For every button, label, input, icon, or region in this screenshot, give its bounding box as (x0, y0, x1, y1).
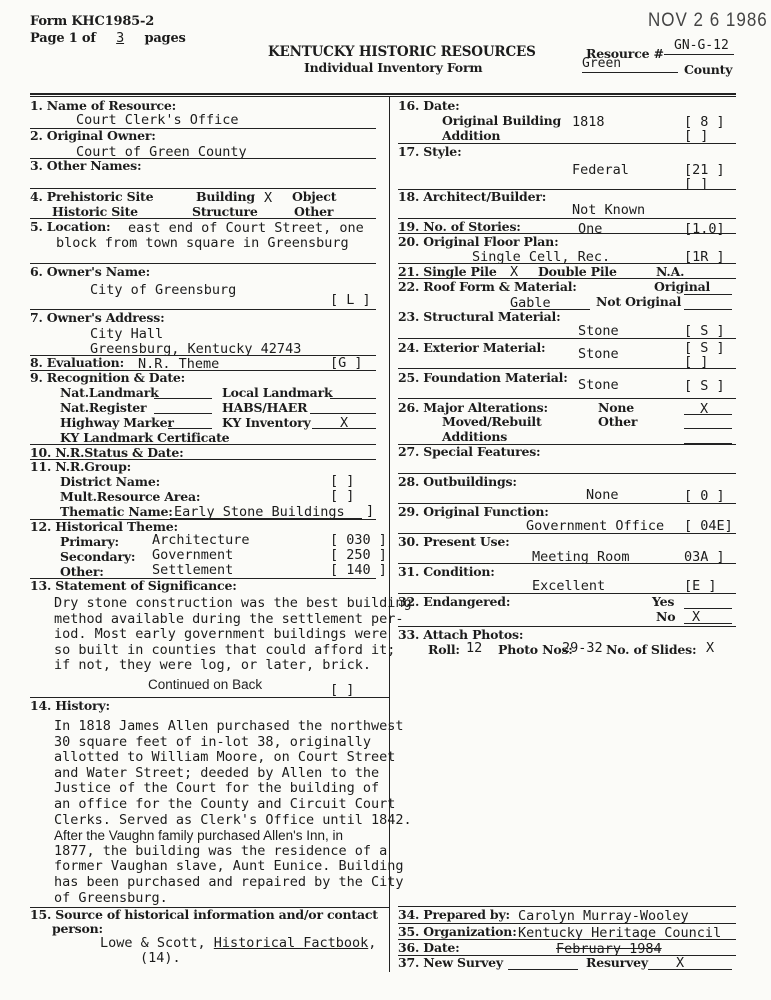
field-23-code: [ S ] (684, 323, 725, 339)
field-12-secondary-code: [ 250 ] (330, 547, 387, 563)
field-6-code: [ L ] (330, 292, 371, 308)
field-9-ky-inventory: KY Inventory (222, 415, 311, 430)
field-4-label-2: Historic Site (52, 204, 138, 219)
field-12-primary: Primary: (60, 534, 119, 549)
field-11-mult-bracket: [ ] (330, 488, 355, 504)
field-33-photo-value: 29-32 (562, 640, 603, 656)
field-33-roll-value: 12 (466, 640, 483, 656)
field-34-label: 34. Prepared by: (398, 907, 510, 922)
field-9-highway: Highway Marker (60, 415, 174, 430)
field-13-bracket: [ ] (330, 682, 355, 698)
resource-number: GN-G-12 (674, 38, 729, 53)
field-37-resurvey: Resurvey (586, 955, 648, 970)
field-2-value: Court of Green County (76, 144, 247, 160)
field-4-object: Object (292, 189, 337, 204)
field-12-primary-value: Architecture (152, 532, 250, 548)
field-9-local-landmark: Local Landmark (222, 385, 333, 400)
field-10-label: 10. N.R.Status & Date: (30, 445, 184, 460)
field-9-nat-landmark: Nat.Landmark (60, 385, 159, 400)
field-5-label: 5. Location: (30, 219, 111, 234)
field-24-value: Stone (578, 346, 619, 362)
field-29-label: 29. Original Function: (398, 504, 549, 519)
field-12-other: Other: (60, 564, 104, 579)
field-13-label: 13. Statement of Significance: (30, 578, 237, 593)
field-7-label: 7. Owner's Address: (30, 310, 165, 325)
field-30-label: 30. Present Use: (398, 534, 510, 549)
field-22-label: 22. Roof Form & Material: (398, 279, 577, 294)
field-27-label: 27. Special Features: (398, 444, 541, 459)
field-26-none: None (598, 400, 635, 415)
field-13-continued: Continued on Back (148, 677, 263, 692)
field-13-text: Dry stone construction was the best building method available during the settlement per- iod. Most early government buildings were so built in counties that could afford it; if not, they were log, or later, brick. (54, 595, 412, 673)
field-21-mark: X (510, 264, 519, 280)
field-11-thematic-value: Early Stone Buildings (174, 504, 345, 520)
field-25-value: Stone (578, 377, 619, 393)
received-date-stamp: NOV 2 6 1986 (648, 8, 768, 31)
field-17-value: Federal (572, 162, 629, 178)
field-8-value: N.R. Theme (138, 356, 220, 372)
field-9-habs: HABS/HAER (222, 400, 308, 415)
field-11-district-bracket: [ ] (330, 473, 355, 489)
field-30-value: Meeting Room (532, 549, 630, 565)
field-15-label: 15. Source of historical information and/or contact (30, 907, 378, 922)
field-14-text: In 1818 James Allen purchased the northwest 30 square feet of in-lot 38, originally allotted to William Moore, on Court Street and Water Street; deeded by Allen to the Justice of the Court for the building of an office for the County and Circuit Court Clerks. Served as Clerk's Office until 1842. After the Vaughn family purchased Allen's Inn, in 1877, the building was the residence of a former Vaughan slave, Aunt Eunice. Building has been purchased and repaired by the City of Greensburg. (54, 718, 412, 906)
field-16-addition-bracket: [ ] (684, 128, 709, 144)
field-6-value: City of Greensburg (90, 282, 237, 298)
resource-number-label: Resource # (586, 46, 664, 61)
field-34-value: Carolyn Murray-Wooley (518, 908, 689, 924)
field-26-moved: Moved/Rebuilt (442, 414, 542, 429)
field-20-label: 20. Original Floor Plan: (398, 234, 559, 249)
field-12-other-code: [ 140 ] (330, 562, 387, 578)
field-6-label: 6. Owner's Name: (30, 264, 151, 279)
field-21-double: Double Pile (538, 264, 617, 279)
field-8-code: [G ] (330, 355, 363, 371)
field-21-na: N.A. (656, 264, 685, 279)
form-title: KENTUCKY HISTORIC RESOURCES (268, 44, 536, 60)
field-33-photo: Photo Nos: (498, 642, 573, 657)
field-17-bracket-2: [ ] (684, 176, 709, 192)
field-16-orig-code: [ 8 ] (684, 114, 725, 130)
field-4-mark: X (264, 190, 273, 206)
field-7-line-2: Greensburg, Kentucky 42743 (90, 341, 302, 357)
field-18-value: Not Known (572, 202, 646, 218)
field-33-slides: No. of Slides: (606, 642, 697, 657)
field-26-other: Other (598, 414, 638, 429)
field-11-district: District Name: (60, 474, 160, 489)
field-9-ky-mark: X (340, 415, 349, 431)
page-count: Page 1 of 3 pages (30, 30, 186, 46)
field-4-other: Other (294, 204, 334, 219)
field-11-label: 11. N.R.Group: (30, 459, 132, 474)
field-14-label: 14. History: (30, 698, 110, 713)
field-36-value: February 1984 (556, 941, 662, 957)
field-16-orig: Original Building (442, 113, 562, 128)
field-16-label: 16. Date: (398, 98, 460, 113)
field-24-code: [ S ] (684, 340, 725, 356)
field-33-slides-value: X (706, 640, 715, 656)
field-20-value: Single Cell, Rec. (472, 249, 611, 265)
field-11-mult: Mult.Resource Area: (60, 489, 201, 504)
field-9-label: 9. Recognition & Date: (30, 370, 186, 385)
field-9-ky-landmark: KY Landmark Certificate (60, 430, 230, 445)
field-31-value: Excellent (532, 578, 606, 594)
field-15-value-3: (14). (140, 950, 181, 966)
field-4-label-1: 4. Prehistoric Site (30, 189, 154, 204)
field-35-label: 35. Organization: (398, 924, 517, 939)
field-1-label: 1. Name of Resource: (30, 98, 177, 113)
field-3-label: 3. Other Names: (30, 158, 142, 173)
field-32-label: 32. Endangered: (398, 594, 511, 609)
county-label: County (684, 62, 733, 77)
field-11-thematic: Thematic Name: (60, 504, 173, 519)
field-33-roll: Roll: (428, 642, 460, 657)
field-12-primary-code: [ 030 ] (330, 532, 387, 548)
field-31-label: 31. Condition: (398, 564, 495, 579)
field-1-value: Court Clerk's Office (76, 112, 239, 128)
field-18-label: 18. Architect/Builder: (398, 189, 547, 204)
field-22-value: Gable (510, 295, 551, 311)
form-number: Form KHC1985-2 (30, 14, 155, 29)
field-12-other-value: Settlement (152, 562, 234, 578)
field-36-label: 36. Date: (398, 940, 460, 955)
field-23-label: 23. Structural Material: (398, 309, 561, 324)
field-16-addition: Addition (442, 128, 501, 143)
field-37-mark: X (676, 955, 685, 971)
field-19-value: One (578, 221, 603, 237)
field-35-value: Kentucky Heritage Council (518, 925, 722, 941)
field-28-label: 28. Outbuildings: (398, 474, 517, 489)
field-15-label-2: person: (52, 921, 103, 936)
field-33-label: 33. Attach Photos: (398, 627, 524, 642)
field-7-line-1: City Hall (90, 326, 164, 342)
field-31-code: [E ] (684, 578, 717, 594)
field-30-code: 03A ] (684, 549, 725, 565)
field-28-value: None (586, 487, 619, 503)
field-4-structure: Structure (192, 204, 258, 219)
field-29-value: Government Office (526, 518, 665, 534)
field-9-nat-register: Nat.Register (60, 400, 147, 415)
field-5-line-1: east end of Court Street, one (128, 220, 364, 236)
county-value: Green (582, 56, 622, 71)
field-24-bracket-2: [ ] (684, 354, 709, 370)
field-8-label: 8. Evaluation: (30, 355, 124, 370)
field-37-label: 37. New Survey (398, 955, 503, 970)
field-12-secondary-value: Government (152, 547, 234, 563)
field-19-code: [1.0] (684, 221, 725, 237)
form-subtitle: Individual Inventory Form (304, 60, 483, 75)
field-17-code: [21 ] (684, 162, 725, 178)
field-26-mark: X (700, 401, 709, 417)
field-5-line-2: block from town square in Greensburg (56, 235, 349, 251)
field-29-code: [ 04E] (684, 518, 733, 534)
field-23-value: Stone (578, 323, 619, 339)
field-12-secondary: Secondary: (60, 549, 136, 564)
field-22-original: Original (654, 279, 711, 294)
field-17-label: 17. Style: (398, 144, 462, 159)
field-26-additions: Additions (442, 429, 508, 444)
field-24-label: 24. Exterior Material: (398, 340, 546, 355)
field-12-label: 12. Historical Theme: (30, 519, 178, 534)
field-16-orig-value: 1818 (572, 114, 605, 130)
field-25-label: 25. Foundation Material: (398, 370, 568, 385)
field-32-yes: Yes (652, 594, 675, 609)
field-19-label: 19. No. of Stories: (398, 219, 521, 234)
field-25-code: [ S ] (684, 378, 725, 394)
field-15-value: Lowe & Scott, Historical Factbook, (100, 935, 377, 951)
field-32-no: No (656, 609, 676, 624)
field-11-thematic-bracket: ] (366, 503, 375, 519)
field-28-code: [ 0 ] (684, 488, 725, 504)
field-32-mark: X (692, 609, 701, 625)
field-22-not-original: Not Original (596, 294, 682, 309)
field-4-building: Building (196, 189, 255, 204)
field-2-label: 2. Original Owner: (30, 128, 156, 143)
field-21-single: 21. Single Pile (398, 264, 497, 279)
field-26-label: 26. Major Alterations: (398, 400, 548, 415)
field-20-code: [1R ] (684, 249, 725, 265)
